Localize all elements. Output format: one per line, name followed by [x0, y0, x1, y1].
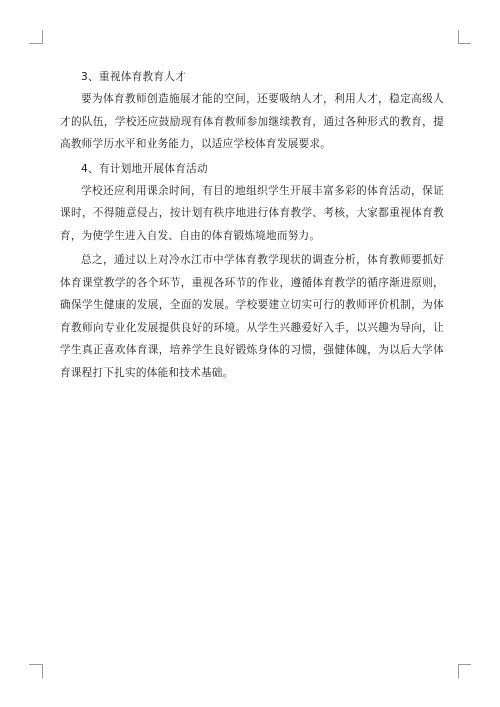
crop-mark-top-left-vertical: [42, 30, 43, 44]
section-paragraph-4: 学校还应利用课余时间，有目的地组织学生开展丰富多彩的体育活动，保证课时，不得随意侵占，按计划有秩序地进行体育教学、考核，大家都重视体育教育，为使学生进入自发、自由的体育锻炼境地而努力。: [60, 184, 444, 242]
section-heading-3: 3、重视体育教育人才: [81, 71, 187, 83]
crop-mark-top-left-horizontal: [29, 43, 42, 44]
document-body: [60, 66, 444, 384]
crop-mark-top-right-vertical: [458, 30, 459, 44]
crop-mark-bottom-left-horizontal: [29, 664, 42, 665]
section-heading-4: 4、有计划地开展体育活动: [81, 162, 208, 175]
conclusion-paragraph: 总之，通过以上对冷水江市中学体育教学现状的调查分析，体育教师要抓好体育课堂教学的各个环节，重视各环节的作业，遵循体育教学的循序渐进原则，确保学生健康的发展，全面的发展。学校要建立切实可行的教师评价机制，为体育教师向专业化发展提供良好的环境。从学生兴趣爱好入手，以兴趣为导向，让学生真正喜欢体育课，培养学生良好锻炼身体的习惯，强健体魄，为以后大学体育课程打下扎实的体能和技术基础。: [60, 254, 444, 379]
crop-mark-bottom-right-horizontal: [458, 664, 471, 665]
crop-mark-bottom-left-vertical: [42, 664, 43, 678]
crop-mark-top-right-horizontal: [458, 43, 471, 44]
crop-mark-bottom-right-vertical: [458, 664, 459, 678]
section-paragraph-3: 要为体育教师创造施展才能的空间，还要吸纳人才，利用人才，稳定高级人才的队伍，学校还应鼓励现有体育教师参加继续教育，通过各种形式的教育，提高教师学历水平和业务能力，以适应学校体育发展要求。: [60, 93, 444, 150]
